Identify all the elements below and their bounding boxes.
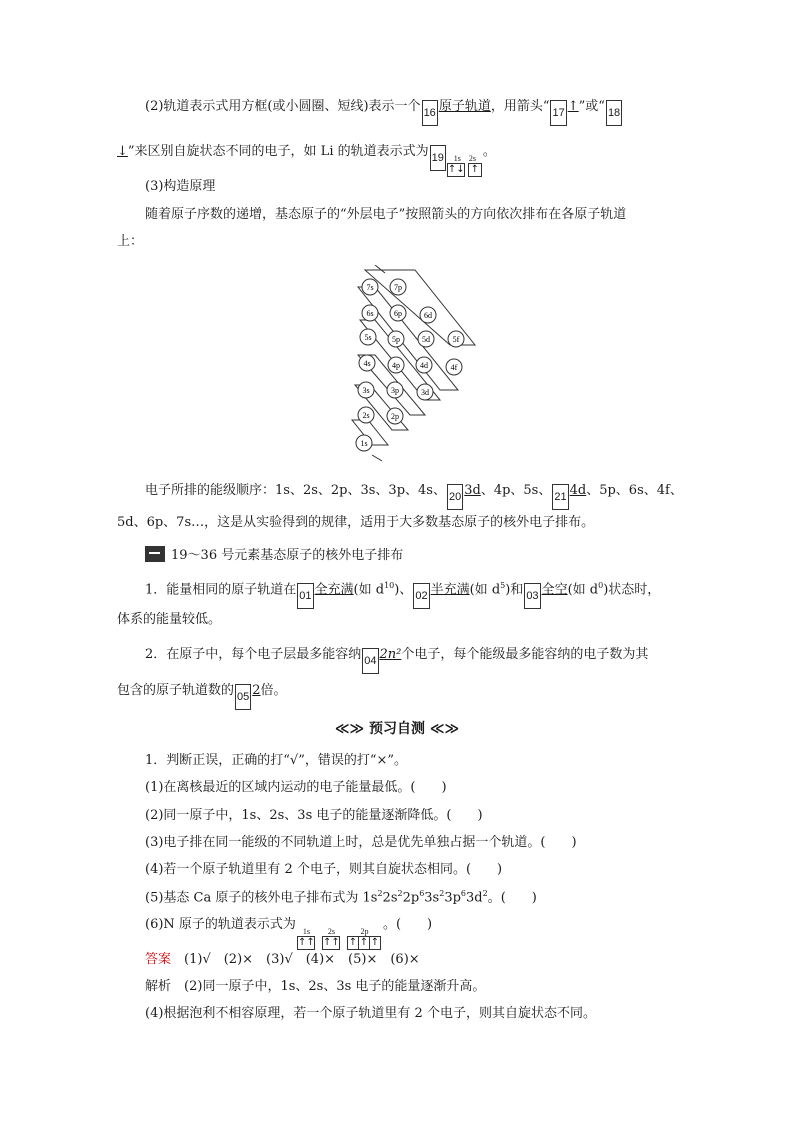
text: )和	[505, 582, 524, 598]
deco-left-icon: ≪≫	[334, 721, 369, 737]
orbital-label-7p: 7p	[394, 283, 402, 292]
answer-17: ↑	[567, 99, 579, 114]
item-2-line-2	[117, 684, 287, 710]
text: ”来区别自旋状态不同的电子，如 Li 的轨道表示式为	[127, 144, 429, 159]
orbital-label-5p: 5p	[392, 335, 400, 344]
blank-number-16: 16	[422, 100, 438, 126]
text: )、	[394, 582, 413, 598]
analysis-line-2: (4)根据泡利不相容原理，若一个原子轨道里有 2 个电子，则其自旋状态不同。	[145, 1006, 596, 1021]
question-6	[145, 918, 432, 950]
text: 包含的原子轨道数的	[117, 683, 235, 698]
text: 3s	[424, 890, 440, 906]
item-1-line-2: 体系的能量较低。	[117, 612, 222, 627]
answer-20: 3d	[464, 483, 481, 498]
deco-right-icon: ≪≫	[425, 721, 460, 737]
practice-title	[0, 722, 794, 736]
orbital-box: ↑↑	[297, 937, 315, 948]
blank-number-21: 21	[552, 484, 568, 510]
orbital-label-3s: 3s	[362, 386, 370, 395]
text: 。	[482, 144, 496, 159]
orbital-1s	[298, 927, 315, 950]
orbital-label-5d: 5d	[422, 335, 430, 344]
orbital-label: 1s	[302, 927, 310, 936]
blank-number-03: 03	[524, 583, 540, 609]
answer-16: 原子轨道	[438, 99, 491, 114]
text: 。( )	[487, 890, 537, 906]
orbital-label-1s: 1s	[360, 439, 368, 448]
text: ，用箭头“	[490, 99, 550, 114]
orbital-label-7s: 7s	[366, 283, 374, 292]
orbital-label: 2s	[327, 927, 335, 936]
n-orbital-diagram	[297, 927, 382, 950]
text: (如 d	[469, 582, 501, 598]
orbital-label-3p: 3p	[391, 386, 399, 395]
energy-order-line-1	[145, 484, 683, 510]
text: 、5p、6s、4f、	[586, 483, 683, 498]
text: 3p	[444, 890, 461, 906]
orbital-box: ↑	[370, 937, 380, 948]
orbital-2p	[348, 927, 381, 950]
item-1-line-1	[145, 582, 660, 609]
text: 。( )	[382, 917, 433, 932]
orbital-label-6d: 6d	[424, 311, 432, 320]
question-3: (3)电子排在同一能级的不同轨道上时，总是优先单独占据一个轨道。( )	[145, 835, 577, 850]
heading-construction-principle: (3)构造原理	[145, 179, 216, 194]
section-heading	[145, 546, 403, 562]
orbital-label: 1s	[453, 154, 461, 163]
orbital-box: ↑	[348, 937, 358, 948]
blank-number-19: 19	[430, 145, 446, 171]
text: (5)基态 Ca 原子的核外电子排布式为 1s	[145, 890, 378, 906]
answer-01: 全充满	[314, 582, 354, 598]
answer-03: 全空	[541, 582, 568, 598]
superscript: 2	[397, 889, 403, 898]
superscript: 5	[500, 581, 506, 590]
blank-number-01: 01	[297, 583, 313, 609]
text: 3d	[466, 890, 483, 906]
orbital-box: ↑	[359, 937, 369, 948]
superscript: 2	[439, 889, 445, 898]
analysis-text: (2)同一原子中，1s、2s、3s 电子的能量逐渐升高。	[184, 979, 486, 994]
text: 、4p、5s、	[480, 483, 552, 498]
orbital-label: 2p	[360, 927, 369, 936]
blank-number-20: 20	[447, 484, 463, 510]
practice-title-text: 预习自测	[369, 721, 425, 737]
blank-number-02: 02	[413, 583, 429, 609]
answer-05: 2	[252, 683, 261, 698]
orbital-label-4f: 4f	[450, 363, 458, 372]
text: (如 d	[353, 582, 385, 598]
text: )状态时，	[603, 582, 661, 598]
superscript: 2	[482, 889, 488, 898]
answer-21: 4d	[569, 483, 587, 498]
orbital-box: ↑	[468, 163, 482, 177]
paragraph-2-line-1	[145, 100, 623, 126]
orbital-label-3d: 3d	[421, 388, 429, 397]
section-title: 19～36 号元素基态原子的核外电子排布	[171, 548, 404, 563]
orbital-label-5f: 5f	[452, 335, 460, 344]
blank-number-18: 18	[606, 100, 622, 126]
orbital-label-4p: 4p	[392, 361, 400, 370]
orbital-2s	[323, 927, 340, 950]
orbital-label-5s: 5s	[364, 333, 372, 342]
orbital-label-2p: 2p	[391, 412, 399, 421]
question-5	[145, 890, 537, 904]
blank-number-17: 17	[550, 100, 566, 126]
answer-label: 答案	[145, 952, 172, 967]
text: 倍。	[260, 683, 287, 698]
answer-18: ↓	[117, 144, 128, 159]
orbital-label-2s: 2s	[362, 411, 370, 420]
answer-04: 2n²	[379, 647, 402, 662]
item-2-line-1	[145, 648, 648, 674]
question-2: (2)同一原子中，1s、2s、3s 电子的能量逐渐降低。( )	[145, 808, 483, 823]
text: (6)N 原子的轨道表示式为	[145, 917, 296, 932]
question-4: (4)若一个原子轨道里有 2 个电子，则其自旋状态相同。( )	[145, 862, 503, 877]
superscript: 2	[377, 889, 383, 898]
li-orbital-diagram	[448, 154, 482, 177]
paragraph-2-line-2	[117, 145, 496, 177]
text: 电子所排的能级顺序：1s、2s、2p、3s、3p、4s、	[145, 483, 446, 498]
text: 2．在原子中，每个电子层最多能容纳	[145, 647, 362, 662]
superscript: 6	[460, 889, 467, 898]
answer-text: (1)√ (2)× (3)√ (4)× (5)× (6)×	[184, 952, 420, 967]
orbital-label-6s: 6s	[366, 309, 374, 318]
orbital-label: 2s	[468, 154, 476, 163]
superscript: 0	[598, 581, 604, 590]
orbital-label-4d: 4d	[420, 361, 428, 370]
orbital-label-4s: 4s	[363, 359, 371, 368]
analysis-line-1	[145, 980, 485, 993]
text: 2p	[402, 890, 420, 906]
orbital-box: ↑↑	[322, 937, 340, 948]
energy-order-line-2: 5d、6p、7s…，这是从实验得到的规律，适用于大多数基态原子的核外电子排布。	[117, 515, 595, 530]
text: ”或“	[578, 99, 605, 114]
aufbau-diagram	[330, 265, 490, 465]
text: 个电子，每个能级最多能容纳的电子数为其	[401, 647, 649, 662]
paragraph-3-line-2: 上：	[117, 234, 144, 249]
text: (2)轨道表示式用方框(或小圆圈、短线)表示一个	[145, 99, 421, 114]
text: 1．能量相同的原子轨道在	[145, 582, 297, 598]
blank-number-05: 05	[235, 684, 251, 710]
superscript: 10	[384, 581, 395, 590]
text: 2s	[382, 890, 398, 906]
question-intro: 1．判断正误，正确的打“√”，错误的打“×”。	[145, 753, 408, 768]
analysis-label: 解析	[145, 979, 172, 994]
text: (如 d	[567, 582, 599, 598]
answer-02: 半充满	[430, 582, 470, 598]
paragraph-3-line-1: 随着原子序数的递增，基态原子的“外层电子”按照箭头的方向依次排布在各原子轨道	[145, 207, 627, 222]
superscript: 6	[419, 889, 425, 898]
orbital-label-6p: 6p	[394, 309, 402, 318]
blank-number-04: 04	[362, 648, 378, 674]
section-icon	[145, 546, 165, 562]
orbital-box: ↑↓	[447, 164, 465, 175]
question-1: (1)在离核最近的区域内运动的电子能量最低。( )	[145, 780, 447, 795]
answer-line	[145, 953, 420, 966]
